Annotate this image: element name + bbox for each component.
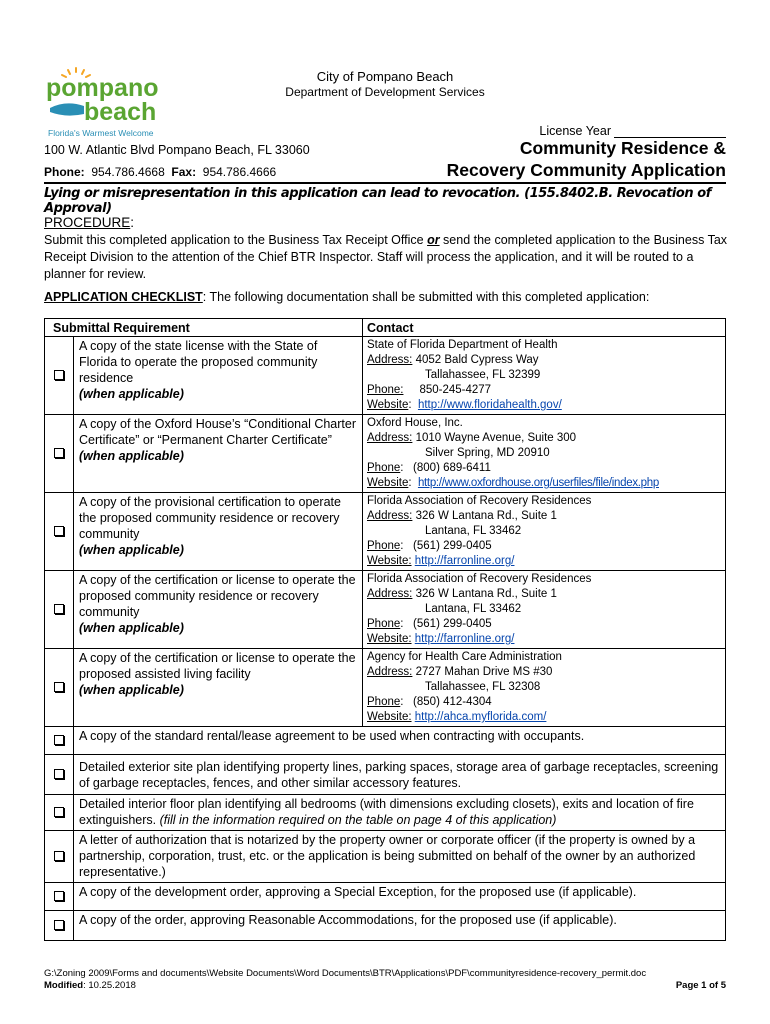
website-link[interactable]: http://www.floridahealth.gov/: [417, 399, 562, 411]
license-year-line[interactable]: [614, 125, 726, 138]
procedure-text: Submit this completed application to the Business Tax Receipt Office or send the completed application to the Business Tax Receipt Division to the attention of the Chief BTR Inspector. Staff will process the application, and it will be routed to a planner for review.: [44, 233, 728, 281]
checkbox[interactable]: [54, 526, 64, 536]
table-row: A copy of the certification or license to operate the proposed community residence or recovery community (when applicable) Florida Association of Recovery Residences Address: 326 W Lantana Rd., Suite 1 Lantana, FL 33462 Phone: (561) 299-0405 Website: http://farronline.org/: [45, 571, 726, 649]
city-name: City of Pompano Beach: [316, 69, 454, 84]
checkbox[interactable]: [54, 682, 64, 692]
license-year-label: License Year: [539, 124, 611, 138]
table-row: A copy of the Oxford House’s “Conditional Charter Certificate” or “Permanent Charter Certificate” (when applicable) Oxford House, Inc. Address: 1010 Wayne Avenue, Suite 300 Silver Spring, MD 20910 Phone: (800) 689-6411 Website: http://www.oxfordhouse.org/userfiles/file/index.php: [45, 415, 726, 493]
col-contact: Contact: [363, 319, 726, 337]
website-link[interactable]: http://www.oxfordhouse.org/userfiles/file/index.php: [417, 477, 659, 489]
table-row: A copy of the provisional certification to operate the proposed community residence or recovery community (when applicable) Florida Association of Recovery Residences Address: 326 W Lantana Rd., Suite 1 Lantana, FL 33462 Phone: (561) 299-0405 Website: http://farronline.org/: [45, 493, 726, 571]
table-row: A copy of the order, approving Reasonable Accommodations, for the proposed use (if applicable).: [45, 911, 726, 941]
form-title-line1: Community Residence &: [519, 138, 726, 158]
checkbox[interactable]: [54, 769, 64, 779]
phone-number: 954.786.4668: [91, 165, 165, 179]
table-row: A copy of the standard rental/lease agreement to be used when contracting with occupants.: [45, 727, 726, 755]
license-year-field[interactable]: [539, 124, 726, 138]
checkbox[interactable]: [54, 604, 64, 614]
fax-number: 954.786.4666: [202, 165, 277, 179]
table-row: Detailed interior floor plan identifying all bedrooms (with dimensions excluding closets), exits and location of fire extinguishers. (fill in the information required on the table on page 4 of this application): [45, 795, 726, 831]
department-name: Department of Development Services: [285, 85, 485, 99]
website-link[interactable]: http://farronline.org/: [414, 555, 515, 567]
page-number: Page 1 of 5: [675, 980, 726, 991]
checkbox[interactable]: [54, 851, 64, 861]
checkbox[interactable]: [54, 735, 64, 745]
checkbox[interactable]: [54, 891, 64, 901]
col-submittal-requirement: Submittal Requirement: [45, 319, 363, 337]
procedure-heading: PROCEDURE:: [44, 215, 135, 230]
table-row: A copy of the certification or license to operate the proposed assisted living facility (when applicable) Agency for Health Care Administration Address: 2727 Mahan Drive MS #30 Tallahassee, FL 32308 Phone: (850) 412-4304 Website: http://ahca.myflorida.com/: [45, 649, 726, 727]
fax-label: Fax:: [171, 165, 197, 179]
table-row: A copy of the state license with the State of Florida to operate the proposed community residence (when applicable) State of Florida Department of Health Address: 4052 Bald Cypress Way Tallahassee, FL 32399 Phone: 850-245-4277 Website: http://www.floridahealth.gov/: [45, 337, 726, 415]
website-link[interactable]: http://farronline.org/: [414, 633, 515, 645]
form-title-line2: Recovery Community Application: [446, 160, 726, 180]
checkbox[interactable]: [54, 920, 64, 930]
table-row: Detailed exterior site plan identifying property lines, parking spaces, storage area of garbage receptacles, screening of garbage receptacles, fences, and other similar accessory features.: [45, 755, 726, 795]
logo-word-pompano: pompano: [46, 74, 159, 102]
revocation-warning: Lying or misrepresentation in this application can lead to revocation. (155.8402.B. Revocation of Approval): [44, 186, 711, 216]
phone-label: Phone:: [44, 165, 85, 179]
header-divider: [44, 182, 726, 184]
checkbox[interactable]: [54, 370, 64, 380]
logo-word-beach: beach: [84, 98, 157, 126]
website-link[interactable]: http://ahca.myflorida.com/: [414, 711, 547, 723]
checkbox[interactable]: [54, 807, 64, 817]
file-path: G:\Zoning 2009\Forms and documents\Website Documents\Word Documents\BTR\Applications\PDF\communityresidence-recovery_permit.doc: [44, 968, 647, 979]
table-header-row: [45, 319, 726, 337]
office-address: 100 W. Atlantic Blvd Pompano Beach, FL 33060: [44, 143, 310, 157]
logo-tagline: Florida's Warmest Welcome: [48, 128, 154, 138]
phone-fax-line: [44, 165, 276, 179]
table-row: A letter of authorization that is notarized by the property owner or corporate officer (if the property is owned by a partnership, corporation, trust, etc. or the application is being submitted on behalf of the owner by an authorized representative.): [45, 831, 726, 883]
modified-date: Modified: 10.25.2018: [44, 980, 136, 991]
checkbox[interactable]: [54, 448, 64, 458]
table-row: A copy of the development order, approving a Special Exception, for the proposed use (if applicable).: [45, 883, 726, 911]
checklist-heading: APPLICATION CHECKLIST: The following documentation shall be submitted with this completed application:: [44, 290, 650, 304]
checklist-table: [44, 318, 726, 941]
